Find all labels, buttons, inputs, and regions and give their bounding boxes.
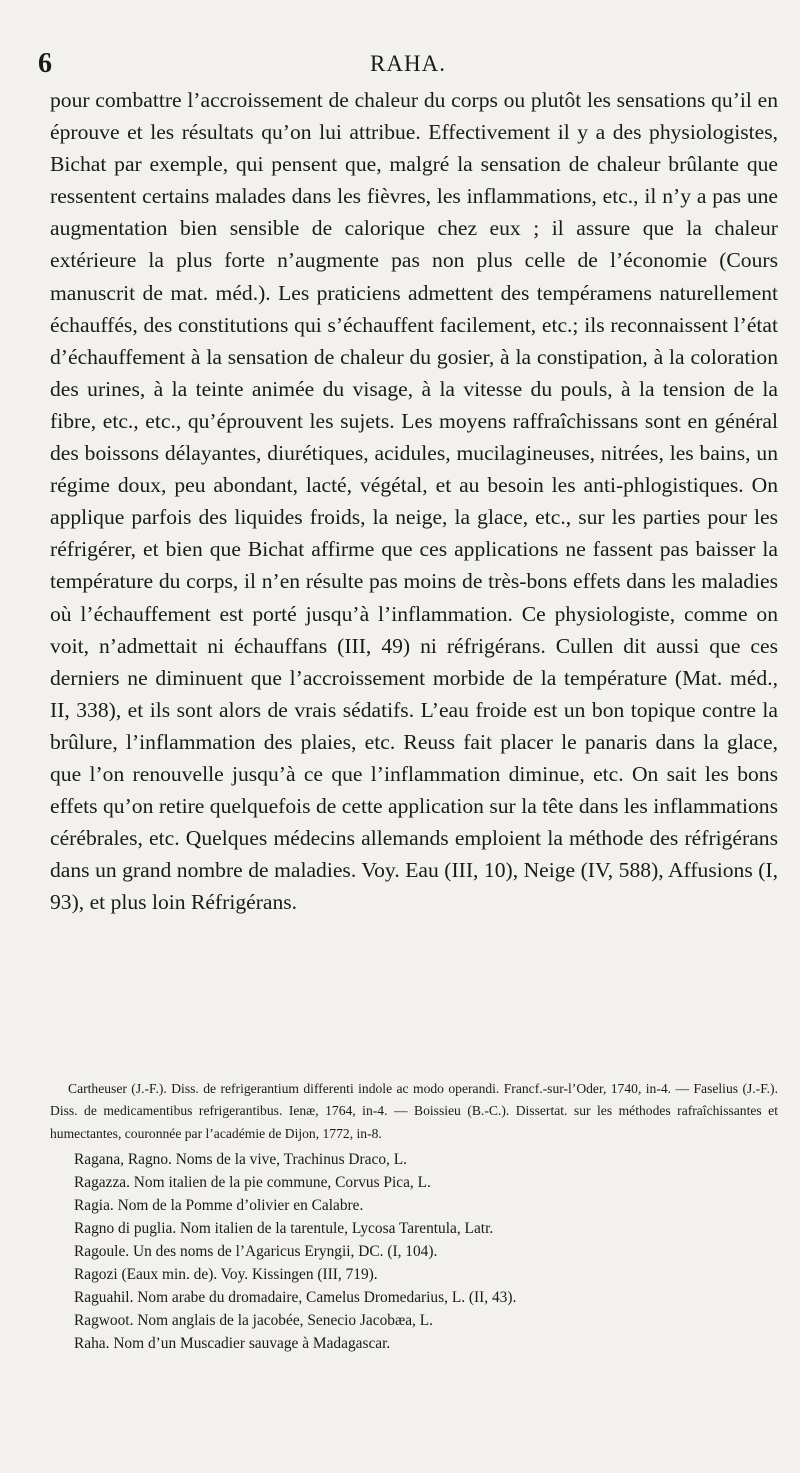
bibliography <box>50 1078 778 1145</box>
dictionary-entry: Ragozi (Eaux min. de). Voy. Kissingen (III, 719). <box>74 1266 378 1283</box>
dictionary-entry: Ragana, Ragno. Noms de la vive, Trachinus Draco, L. <box>74 1151 407 1168</box>
dictionary-entry: Ragoule. Un des noms de l’Agaricus Eryngii, DC. (I, 104). <box>74 1243 438 1260</box>
main-paragraph: pour combattre l’accroissement de chaleur du corps ou plutôt les sensations qu’il en éprouve et les résultats qu’on lui attribue. Effectivement il y a des physiologistes, Bichat par exemple, qui pensent que, malgré la sensation de chaleur brûlante que ressentent certains malades dans les fièvres, les inflammations, etc., il n’y a pas une augmentation bien sensible de calorique chez eux ; il assure que la chaleur extérieure la plus forte n’augmente pas non plus celle de l’économie (Cours manuscrit de mat. méd.). Les praticiens admettent des tempéramens naturellement échauffés, des constitutions qui s’échauffent facilement, etc.; ils reconnaissent l’état d’échauffement à la sensation de chaleur du gosier, à la constipation, à la coloration des urines, à la teinte animée du visage, à la vitesse du pouls, à la tension de la fibre, etc., etc., qu’éprouvent les sujets. Les moyens raffraîchissans sont en général des boissons délayantes, diurétiques, acidules, mucilagineuses, nitrées, les bains, un régime doux, peu abondant, lacté, végétal, et au besoin les anti-phlogistiques. On applique parfois des liquides froids, la neige, la glace, etc., sur les parties pour les réfrigérer, et bien que Bichat affirme que ces applications ne fassent pas baisser la température du corps, il n’en résulte pas moins de très-bons effets dans les maladies où l’échauffement est porté jusqu’à l’inflammation. Ce physiologiste, comme on voit, n’admettait ni échauffans (III, 49) ni réfrigérans. Cullen dit aussi que ces derniers ne diminuent que l’accroissement morbide de la température (Mat. méd., II, 338), et ils sont alors de vrais sédatifs. L’eau froide est un bon topique contre la brûlure, l’inflammation des plaies, etc. Reuss fait placer le panaris dans la glace, que l’on renouvelle jusqu’à ce que l’inflammation diminue, etc. On sait les bons effets qu’on retire quelquefois de cette application sur la tête dans les inflammations cérébrales, etc. Quelques médecins allemands emploient la méthode des réfrigérans dans un grand nombre de maladies. Voy. Eau (III, 10), Neige (IV, 588), Affusions (I, 93), et plus loin Réfrigérans. <box>50 88 778 915</box>
main-text <box>50 84 778 918</box>
dictionary-entries <box>74 1148 778 1355</box>
dictionary-entry: Raha. Nom d’un Muscadier sauvage à Madagascar. <box>74 1335 391 1352</box>
bibliography-text: Cartheuser (J.-F.). Diss. de refrigerantium differenti indole ac modo operandi. Francf.-sur-l’Oder, 1740, in-4. — Faselius (J.-F.). Diss. de medicamentibus refrigerantibus. Ienæ, 1764, in-4. — Boissieu (B.-C.). Dissertat. sur les méthodes rafraîchissantes et humectantes, couronnée par l’académie de Dijon, 1772, in-8. <box>50 1081 778 1141</box>
dictionary-entry: Ragno di puglia. Nom italien de la tarentule, Lycosa Tarentula, Latr. <box>74 1220 494 1237</box>
running-head: RAHA. <box>370 51 446 76</box>
dictionary-entry: Raguahil. Nom arabe du dromadaire, Camelus Dromedarius, L. (II, 43). <box>74 1289 517 1306</box>
dictionary-entry: Ragia. Nom de la Pomme d’olivier en Calabre. <box>74 1197 364 1214</box>
dictionary-entry: Ragwoot. Nom anglais de la jacobée, Senecio Jacobæa, L. <box>74 1312 434 1329</box>
page-header <box>38 46 778 82</box>
dictionary-entry: Ragazza. Nom italien de la pie commune, Corvus Pica, L. <box>74 1174 431 1191</box>
page-number: 6 <box>38 48 52 79</box>
